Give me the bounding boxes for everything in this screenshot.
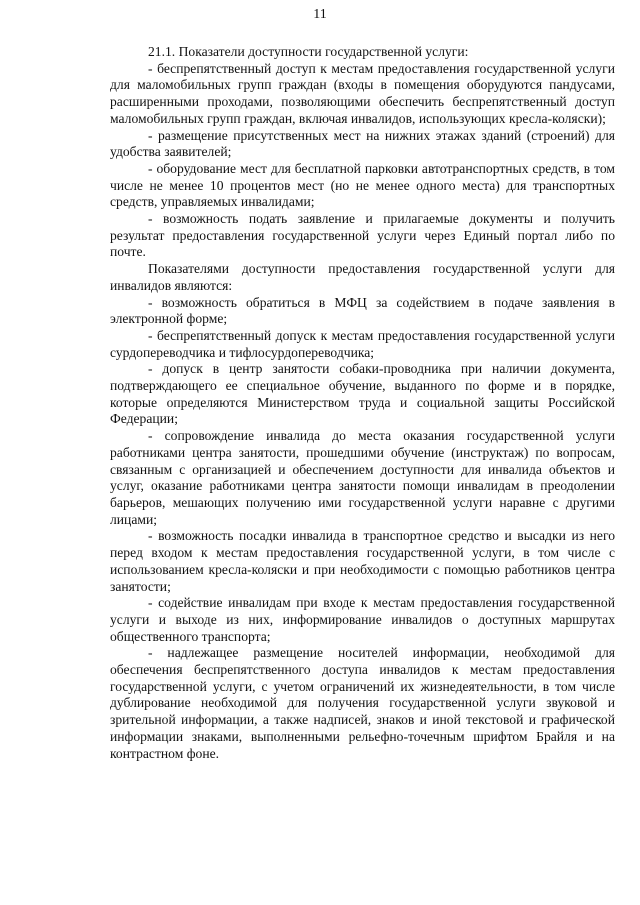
paragraph: - возможность подать заявление и прилагаемые документы и получить результат предоставления государственной услуги через Единый портал либо по почте.: [110, 211, 615, 260]
paragraph: - надлежащее размещение носителей информации, необходимой для обеспечения беспрепятственного доступа инвалидов к местам предоставления государственной услуги, с учетом ограничений их жизнедеятельности, в том числе дублирование необходимой для получения государственной услуги звуковой и зрительной информации, а также надписей, знаков и иной текстовой и графической информации знаками, выполненными рельефно-точечным шрифтом Брайля и на контрастном фоне.: [110, 645, 615, 761]
paragraph: - беспрепятственный доступ к местам предоставления государственной услуги для маломобильных групп граждан (входы в помещения оборудуются пандусами, расширенными проходами, позволяющими обеспечить беспрепятственный доступ маломобильных групп граждан, включая инвалидов, использующих кресла-коляски);: [110, 60, 615, 126]
paragraph: Показателями доступности предоставления государственной услуги для инвалидов являются:: [110, 261, 615, 293]
page-number: 11: [313, 7, 327, 22]
section-heading: 21.1. Показатели доступности государственной услуги:: [148, 44, 469, 59]
paragraph: - оборудование мест для бесплатной парковки автотранспортных средств, в том числе не менее 10 процентов мест (но не менее одного места) для транспортных средств, управляемых инвалидами;: [110, 160, 615, 210]
paragraph: - беспрепятственный допуск к местам предоставления государственной услуги сурдопереводчика и тифлосурдопереводчика;: [110, 327, 615, 360]
paragraph: - допуск в центр занятости собаки-проводника при наличии документа, подтверждающего ее специальное обучение, выданного по форме и в порядке, которые определяются Министерством труда и социальной защиты Российской Федерации;: [110, 361, 615, 427]
document-body: [110, 44, 615, 762]
paragraph: - возможность посадки инвалида в транспортное средство и высадки из него перед входом к местам предоставления государственной услуги, в том числе с использованием кресла-коляски и при необходимости с помощью работников центра занятости;: [110, 528, 615, 594]
paragraph: - содействие инвалидам при входе к местам предоставления государственной услуги и выходе из них, информирование инвалидов о доступных маршрутах общественного транспорта;: [110, 595, 615, 644]
paragraph: - сопровождение инвалида до места оказания государственной услуги работниками центра занятости, прошедшими обучение (инструктаж) по вопросам, связанным с организацией и обеспечением доступности для инвалида объектов и услуг, оказание работниками центра занятости помощи инвалидам в преодолении барьеров, мешающих получению ими государственной услуги наравне с другими лицами;: [110, 428, 615, 527]
paragraph: - размещение присутственных мест на нижних этажах зданий (строений) для удобства заявителей;: [110, 127, 615, 160]
paragraph: - возможность обратиться в МФЦ за содействием в подаче заявления в электронной форме;: [110, 294, 615, 327]
